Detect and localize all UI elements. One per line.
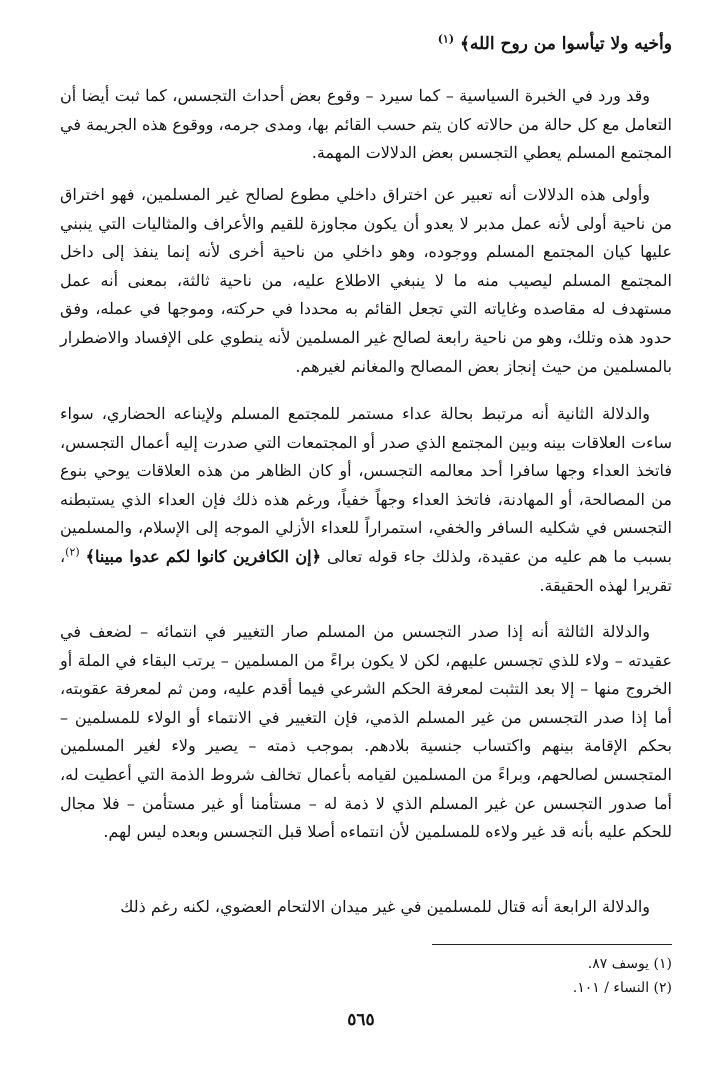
verse-continuation-text: وأخيه ولا تيأسوا من روح الله﴾: [459, 34, 672, 54]
footnote-divider: [432, 944, 672, 945]
paragraph-second-ending: ، تقريرا لهذه الحقيقة.: [60, 546, 672, 595]
paragraph-second-significance: [60, 400, 672, 600]
paragraph-second-text: والدلالة الثانية أنه مرتبط بحالة عداء مستمر للمجتمع المسلم ولإيناعه الحضاري، سواء ساءت العلاقات بينه وبين المجتمع الذي صدر أو المجتمعات التي صدرت إليه أعمال التجسس، فاتخذ العداء وجها سافرا أحد معالمه التجسس، أو كان الظاهر من هذه العلاقات يوحي بنوع من المصالحة، أو المهادنة، فاتخذ العداء وجهاً خفياً، ورغم هذه ذلك فإن العداء الذي يستبطنه التجسس في شكليه السافر والخفي، استمراراً للعداء الأزلي الموجه إلى الإسلام، والمسلمين بسبب ما هم عليه من عقيدة، ولذلك جاء قوله تعالى: [60, 404, 672, 566]
paragraph-fourth-significance: والدلالة الرابعة أنه قتال للمسلمين في غير ميدان الالتحام العضوي، لكنه رغم ذلك: [120, 897, 650, 916]
quran-verse: ﴿إن الكافرين كانوا لكم عدوا مبينا﴾: [85, 546, 321, 566]
footnotes: [432, 952, 672, 1000]
footnote-ref-1[interactable]: (١): [437, 32, 455, 46]
footnote-ref-2[interactable]: (٢): [65, 545, 80, 559]
paragraph-third-significance: والدلالة الثالثة أنه إذا صدر التجسس من المسلم صار التغيير في انتمائه – لضعف في عقيدته – ولاء للذي تجسس عليهم، لكن لا يكون براءً من المسلمين – يرتب البقاء في الملة أو الخروج منها – إلا بعد التثبت لمعرفة الحكم الشرعي فيما أقدم عليه، ومن ثم لمعرفة عقوبته، أما إذا صدر التجسس من غير المسلم الذمي، فإن التغيير في الانتماء أو الولاء للمسلمين – بحكم الإقامة بينهم واكتساب جنسية بلادهم. بموجب ذمته – يصير ولاء لغير المسلمين المتجسس لصالحهم، وبراءً من المسلمين لقيامه بأعمال تخالف شروط الذمة التي أعطيت له، أما صدور التجسس عن غير المسلم الذي لا ذمة له – مستأمنا أو غير مستأمن – فلا مجال للحكم عليه بأنه قد غير ولاءه للمسلمين لأن انتماءه أصلا قبل التجسس وبعده ليس لهم.: [60, 622, 672, 842]
page-number: ٥٦٥: [347, 1010, 375, 1030]
footnote-2: (٢) النساء / ١٠١.: [572, 980, 672, 996]
footnote-1: (١) يوسف ٨٧.: [587, 956, 672, 972]
paragraph-intro: وقد ورد في الخبرة السياسية – كما سيرد – وقوع بعض أحداث التجسس، كما ثبت أيضا أن التعامل مع كل حالة من حالاته كان يتم حسب القائم بها، ومدى جرمه، ووقوع هذه الجريمة في المجتمع المسلم يعطي التجسس بعض الدلالات المهمة.: [60, 86, 672, 163]
verse-continuation-line: [60, 30, 672, 59]
paragraph-first-significance: وأولى هذه الدلالات أنه تعبير عن اختراق داخلي مطوع لصالح غير المسلمين، فهو اختراق من ناحية أولى لأنه عمل مدبر لا يعدو أن يكون مجاوزة للقيم والأعراف والمثاليات التي ينبني عليها كيان المجتمع المسلم ووجوده، وهو داخلي من ناحية أخرى لأنه إنما ينفذ إلى داخل المجتمع المسلم ليصيب منه ما لا ينبغي الاطلاع عليه، من ناحية ثالثة، بمعنى أنه عمل مستهدف له مقاصده وغاياته التي تجعل القائم به محددا في حركته، وموجها في عمله، وفق حدود هذه وتلك، وهو من ناحية رابعة لصالح غير المسلمين لأنه ينطوي على الإفساد والاضطرار بالمسلمين من حيث إنجاز بعض المصالح والمغانم لغيرهم.: [60, 185, 672, 376]
